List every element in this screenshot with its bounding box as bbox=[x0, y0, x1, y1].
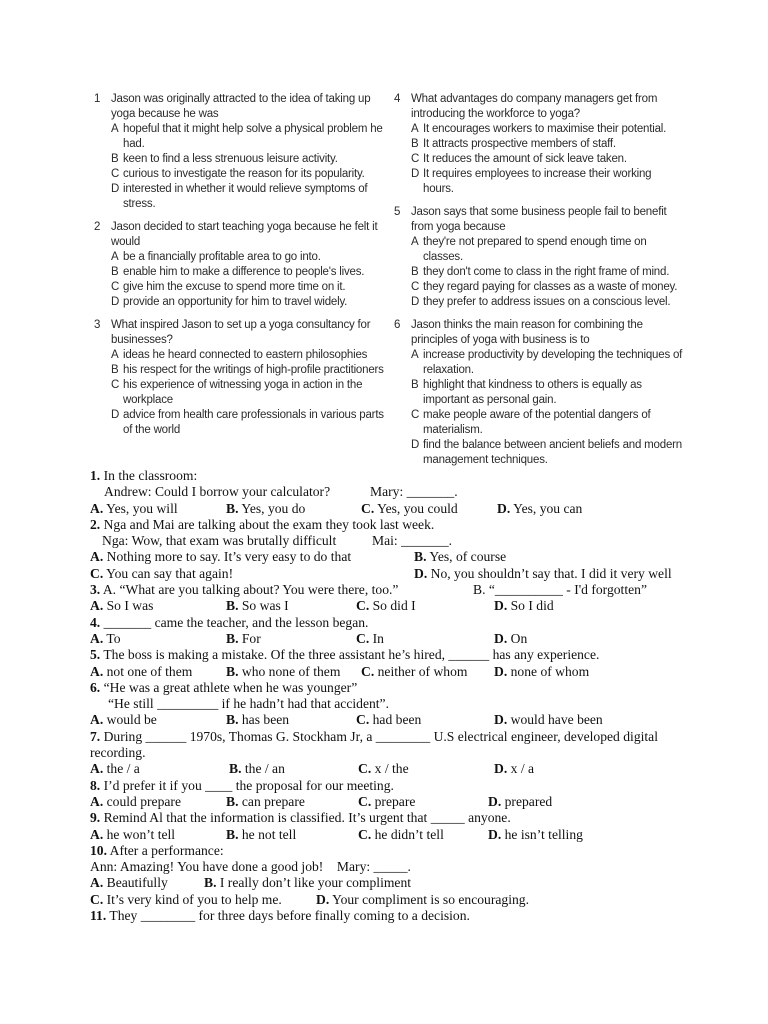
option-b: B enable him to make a difference to people's lives. bbox=[111, 266, 365, 278]
question-number: 3 bbox=[94, 319, 101, 331]
question-text: Jason says that some business people fail to benefit from yoga because bbox=[411, 206, 667, 233]
option-a: A increase productivity by developing the techniques of relaxation. bbox=[411, 349, 683, 376]
exam-q9-stem: 9. Remind Al that the information is classified. It’s urgent that _____ anyone. bbox=[90, 810, 511, 826]
exam-q6-options: A. would be B. has been C. had been D. would have been bbox=[90, 712, 603, 728]
exam-q9-options: A. he won’t tell B. he not tell C. he didn’t tell D. he isn’t telling bbox=[90, 826, 583, 842]
exam-q6-stem: 6. “He was a great athlete when he was younger” bbox=[90, 679, 358, 695]
exam-q8-stem: 8. I’d prefer it if you ____ the proposal for our meeting. bbox=[90, 777, 394, 793]
question-number: 1 bbox=[94, 93, 101, 105]
option-b: B they don't come to class in the right frame of mind. bbox=[411, 266, 670, 278]
question-number: 6 bbox=[394, 319, 401, 331]
exam-q2-stem: 2. Nga and Mai are talking about the exam they took last week. bbox=[90, 516, 435, 532]
option-b: B his respect for the writings of high-profile practitioners bbox=[111, 364, 384, 376]
question-3 bbox=[94, 318, 384, 438]
exam-q10-options-cd: C. It’s very kind of you to help me. D. Your compliment is so encouraging. bbox=[90, 891, 529, 907]
exam-q3-stem: 3. A. “What are you talking about? You were there, too.” B. “__________ - I'd forgotten” bbox=[90, 582, 647, 598]
exam-q7-options: A. the / a B. the / an C. x / the D. x / a bbox=[90, 761, 535, 777]
option-d: D they prefer to address issues on a conscious level. bbox=[411, 296, 671, 308]
exam-q10-stem: 10. After a performance: bbox=[90, 842, 224, 858]
option-a: A they're not prepared to spend enough time on classes. bbox=[411, 236, 647, 263]
option-c: C It reduces the amount of sick leave taken. bbox=[411, 153, 627, 165]
exam-q6-stem2: “He still _________ if he hadn’t had that accident”. bbox=[108, 696, 389, 712]
option-d: D interested in whether it would relieve symptoms of stress. bbox=[111, 183, 368, 210]
option-d: D advice from health care professionals in various parts of the world bbox=[111, 409, 384, 436]
option-b: B highlight that kindness to others is equally as important as personal gain. bbox=[411, 379, 642, 406]
exam-q2-options-ab: A. Nothing more to say. It’s very easy to do that B. Yes, of course bbox=[90, 549, 507, 565]
question-number: 4 bbox=[394, 93, 401, 105]
question-number: 5 bbox=[394, 206, 401, 218]
exam-q5-stem: 5. The boss is making a mistake. Of the three assistant he’s hired, ______ has any experience. bbox=[90, 647, 600, 663]
option-c: C curious to investigate the reason for its popularity. bbox=[111, 168, 365, 180]
question-2 bbox=[94, 220, 384, 310]
option-b: B keen to find a less strenuous leisure activity. bbox=[111, 153, 338, 165]
question-text: What advantages do company managers get from introducing the workforce to yoga? bbox=[411, 93, 658, 120]
option-a: A ideas he heard connected to eastern philosophies bbox=[111, 349, 368, 361]
exam-q7-stem: 7. During ______ 1970s, Thomas G. Stockham Jr, a ________ U.S electrical engineer, developed digital recording. bbox=[90, 728, 658, 761]
question-text: Jason was originally attracted to the idea of taking up yoga because he was bbox=[111, 93, 371, 120]
question-number: 2 bbox=[94, 221, 101, 233]
question-6 bbox=[394, 318, 684, 468]
exam-q8-options: A. could prepare B. can prepare C. prepare D. prepared bbox=[90, 793, 553, 809]
grammar-exercise bbox=[90, 468, 690, 924]
option-a: A hopeful that it might help solve a physical problem he had. bbox=[111, 123, 383, 150]
question-4 bbox=[394, 92, 684, 197]
exam-q4-options: A. To B. For C. In D. On bbox=[90, 630, 528, 646]
option-c: C give him the excuse to spend more time on it. bbox=[111, 281, 346, 293]
option-d: D provide an opportunity for him to travel widely. bbox=[111, 296, 348, 308]
option-a: A be a financially profitable area to go into. bbox=[111, 251, 321, 263]
option-c: C make people aware of the potential dangers of materialism. bbox=[411, 409, 651, 436]
option-b: B It attracts prospective members of staff. bbox=[411, 138, 616, 150]
question-1 bbox=[94, 92, 384, 212]
exam-q1-stem: 1. In the classroom: bbox=[90, 468, 198, 483]
option-c: C they regard paying for classes as a waste of money. bbox=[411, 281, 678, 293]
listening-questions-left bbox=[94, 92, 384, 446]
option-a: A It encourages workers to maximise their potential. bbox=[411, 123, 667, 135]
exam-q1-options: A. Yes, you will B. Yes, you do C. Yes, you could D. Yes, you can bbox=[90, 500, 583, 516]
question-text: Jason decided to start teaching yoga because he felt it would bbox=[111, 221, 378, 248]
question-text: Jason thinks the main reason for combining the principles of yoga with business is to bbox=[411, 319, 643, 346]
listening-questions-right bbox=[394, 92, 684, 476]
exam-q11-stem: 11. They ________ for three days before finally coming to a decision. bbox=[90, 908, 470, 924]
exam-q10-options-ab: A. Beautifully B. I really don’t like your compliment bbox=[90, 875, 412, 891]
option-d: D find the balance between ancient beliefs and modern management techniques. bbox=[411, 439, 682, 466]
exam-q2-dialog: Nga: Wow, that exam was brutally difficult Mai: _______. bbox=[102, 533, 453, 549]
exam-q10-dialog: Ann: Amazing! You have done a good job! Mary: _____. bbox=[90, 859, 411, 875]
exam-q1-dialog: Andrew: Could I borrow your calculator? Mary: _______. bbox=[104, 484, 458, 500]
question-text: What inspired Jason to set up a yoga consultancy for businesses? bbox=[111, 319, 371, 346]
exam-q5-options: A. not one of them B. who none of them C. neither of whom D. none of whom bbox=[90, 663, 590, 679]
exam-q2-options-cd: C. You can say that again! D. No, you shouldn’t say that. I did it very well bbox=[90, 565, 672, 581]
exam-q3-options: A. So I was B. So was I C. So did I D. So I did bbox=[90, 598, 554, 614]
option-c: C his experience of witnessing yoga in action in the workplace bbox=[111, 379, 363, 406]
exam-q4-stem: 4. _______ came the teacher, and the lesson began. bbox=[90, 614, 369, 630]
option-d: D It requires employees to increase their working hours. bbox=[411, 168, 652, 195]
question-5 bbox=[394, 205, 684, 310]
